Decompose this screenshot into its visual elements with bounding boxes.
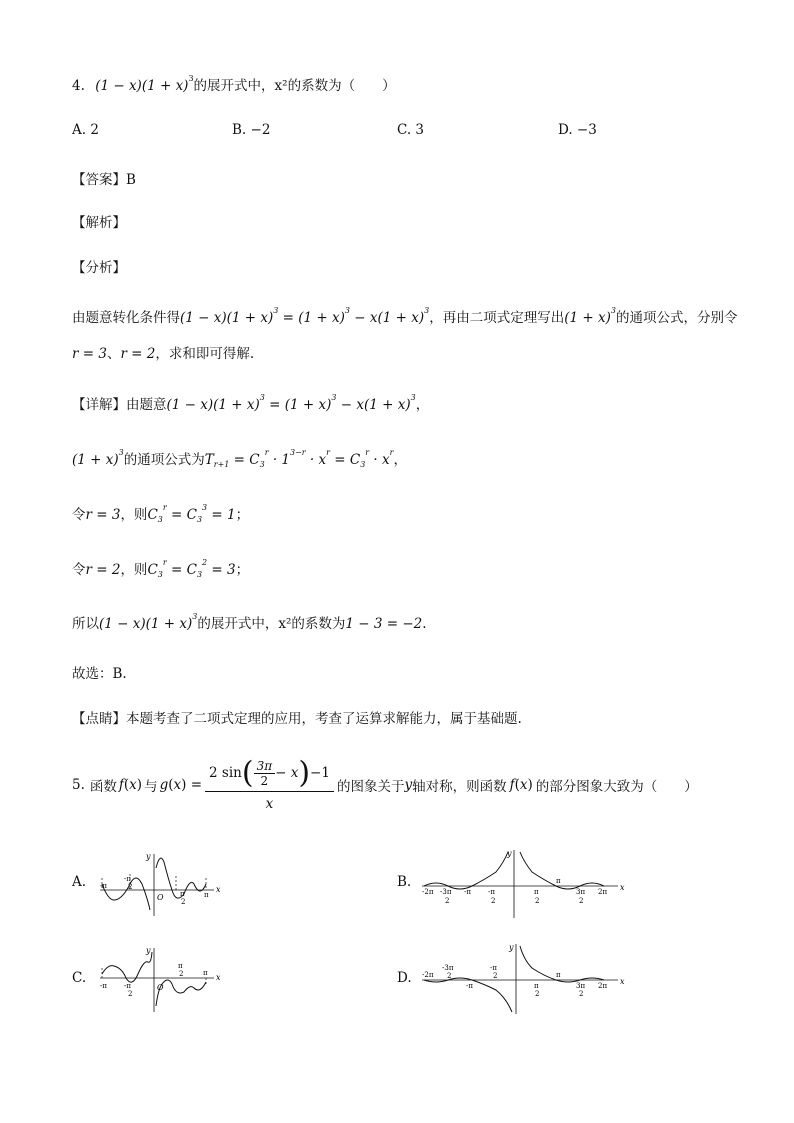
graph-d-curve-right (520, 946, 604, 982)
fenxi-formula-2: $(1 + x)^3$ (564, 306, 616, 326)
graph-b-tick-neg-half-pi: -π (488, 888, 495, 896)
graph-c-tick-den-2: 2 (179, 970, 184, 978)
graph-b-tick-three-half-pi: 3π (576, 888, 586, 896)
detail-text-mid: 的通项公式为 (123, 452, 205, 468)
graph-a-x-label: x (216, 885, 221, 894)
graph-a[interactable] (96, 848, 226, 920)
q5-numerator: 2 sin( $\frac{3\pi}{2}$ − x)−1 (209, 755, 330, 790)
dianjing-text: 本题考查了二项式定理的应用，考查了运算求解能力，属于基础题. (126, 711, 522, 727)
graph-a-tick-half-pi: π (180, 890, 185, 898)
graph-a-y-label: y (146, 852, 151, 861)
detail-text-5: 的展开式中，x²的系数为 (197, 616, 346, 632)
q5-option-d-label[interactable]: D. (397, 970, 412, 986)
fenxi-sep: 、 (106, 346, 121, 362)
detail-ling-2: 令 (72, 562, 86, 578)
graph-a-tick-neg-pi: -π (100, 882, 107, 890)
graph-d-tick-den-4: 2 (579, 990, 584, 998)
answer-line (72, 168, 136, 188)
graph-d-tick-three-half-pi: 3π (576, 982, 586, 990)
fenxi-text-c: 的通项公式，分别令 (615, 310, 738, 326)
detail-line1: 【详解】由题意$(1 - x)(1 + x)^3 = (1 + x)^3 - x(1 + x)^3$， (72, 393, 430, 413)
graph-c-tick-neg-pi: -π (100, 982, 107, 990)
graph-d-tick-two-pi: 2π (598, 982, 608, 990)
fenxi-r3: r = 3 (72, 346, 107, 362)
q5-text-a: 函数 (89, 779, 117, 795)
graph-d-tick-neg-three-half-pi: -3π (442, 964, 454, 972)
q5-text-e: 的部分图象大致为（ ） (535, 779, 698, 795)
detail-end-2: ； (235, 562, 250, 578)
fenxi-line1 (72, 306, 737, 326)
graph-b-x-label: x (620, 883, 625, 892)
detail-intro: 由题意 (126, 397, 167, 413)
detail-ze-1: ，则 (120, 507, 148, 523)
dianjing-tag: 【点睛】 (72, 711, 126, 727)
graph-b-tick-den-2: 2 (491, 897, 496, 905)
detail-ling-1: 令 (72, 507, 86, 523)
q5-option-b-label[interactable]: B. (397, 874, 412, 890)
graph-b-tick-den-4: 2 (579, 897, 584, 905)
graph-d-tick-den-1: 2 (447, 972, 452, 980)
detail-formula-4: $C_3^r = C_3^2 = 3$ (147, 558, 236, 579)
graph-b-y-label: y (507, 849, 512, 858)
q5-main-fraction (205, 755, 334, 812)
fenxi-text-b: ，再由二项式定理写出 (429, 310, 565, 326)
detail-formula-5: $(1 - x)(1 + x)^3$ (99, 612, 198, 632)
detail-result: 1 − 3 = −2 (345, 616, 423, 632)
detail-line3 (72, 503, 249, 523)
answer-value: B (126, 172, 136, 188)
fenxi-line2 (72, 342, 254, 362)
answer-tag: 【答案】 (72, 172, 126, 188)
q4-expr: (1 − x)(1 + x) (95, 78, 189, 94)
q5-fx2: f(x) (509, 777, 533, 793)
q5-text-d: 轴对称，则函数 (412, 779, 507, 795)
detail-formula-2: $T_{r+1} = C_3^r \cdot 1^{3-r} \cdot x^r = C_3^r \cdot x^r$ (204, 448, 394, 469)
graph-b-curve-right (520, 852, 604, 889)
q5-text-b: 与 (144, 779, 158, 795)
graph-b-tick-half-pi: π (534, 888, 539, 896)
graph-d[interactable] (420, 940, 630, 1016)
fenxi-r2: r = 2 (120, 346, 156, 362)
graph-c-tick-neg-half-pi: -π (124, 982, 131, 990)
graph-c-tick-half-pi: π (178, 962, 183, 970)
graph-d-tick-neg-half-pi: -π (490, 964, 497, 972)
analysis-tag: 【解析】 (72, 215, 126, 231)
detail-line5 (72, 612, 427, 632)
q4-exp: 3 (188, 74, 194, 83)
detail-line2: $(1 + x)^3$的通项公式为$T_{r+1} = C_3^r \cdot 1^{3-r} \cdot x^r = C_3^r \cdot x^r$， (72, 448, 407, 469)
detail-suoyi: 所以 (72, 616, 99, 632)
q5-number: 5. (72, 777, 85, 793)
graph-d-tick-den-2: 2 (493, 972, 498, 980)
q5-option-c-label[interactable]: C. (72, 970, 87, 986)
fenxi-text-d: ，求和即可得解. (155, 346, 255, 362)
q4-option-c[interactable]: C. 3 (397, 122, 425, 138)
fenxi-formula-1: $(1 - x)(1 + x)^3 = (1 + x)^3 - x(1 + x)^3$ (180, 306, 430, 326)
graph-a-tick-neg-half-pi: -π (124, 875, 131, 883)
q5-fx: f(x) (118, 777, 143, 793)
q4-number: 4. (72, 78, 85, 94)
graph-c-x-label: x (216, 973, 221, 982)
detail-ze-2: ，则 (120, 562, 148, 578)
graph-d-tick-den-3: 2 (535, 990, 540, 998)
detail-tag: 【详解】 (72, 397, 126, 413)
graph-d-tick-neg-pi: -π (466, 982, 473, 990)
graph-c-y-label: y (146, 946, 151, 955)
graph-b-curve-left (424, 852, 508, 889)
graph-b-tick-den-3: 2 (535, 897, 540, 905)
graph-c-origin: O (157, 983, 164, 992)
graph-d-y-label: y (509, 943, 514, 952)
q4-option-b[interactable]: B. −2 (232, 122, 271, 138)
detail-formula-3: $C_3^r = C_3^3 = 1$ (147, 503, 236, 524)
q5-gx: g(x) = (159, 777, 203, 793)
graph-b-tick-two-pi: 2π (598, 888, 608, 896)
fenxi-text-a: 由题意转化条件得 (72, 310, 180, 326)
graph-a-origin: O (157, 893, 164, 902)
graph-b-tick-neg-two-pi: -2π (422, 888, 434, 896)
detail-end-1: ； (235, 507, 250, 523)
q4-option-d[interactable]: D. −3 (558, 122, 597, 138)
graph-a-tick-pi: π (204, 891, 209, 899)
graph-d-tick-neg-two-pi: -2π (422, 971, 434, 979)
graph-b-tick-neg-three-half-pi: -3π (440, 888, 452, 896)
q5-denominator: x (265, 795, 274, 812)
graph-d-tick-pi: π (556, 971, 561, 979)
graph-b-tick-den-1: 2 (445, 897, 450, 905)
dianjing-line (72, 707, 522, 727)
graph-b[interactable] (420, 846, 630, 920)
q4-line (72, 74, 396, 94)
graph-c-tick-den-1: 2 (128, 990, 133, 998)
detail-line4 (72, 558, 249, 578)
graph-d-x-label: x (620, 977, 625, 986)
detail-r2: r = 2 (85, 562, 121, 578)
fenxi-tag: 【分析】 (72, 260, 126, 276)
q5-line (72, 750, 698, 820)
graph-c[interactable] (96, 944, 226, 1016)
q5-option-a-label[interactable]: A. (72, 874, 87, 890)
detail-base: $(1 + x)^3$ (72, 448, 124, 468)
choose-line: 故选：B. (72, 666, 127, 682)
q5-text-c: 的图象关于 (336, 779, 405, 795)
detail-formula-1: $(1 - x)(1 + x)^3 = (1 + x)^3 - x(1 + x)^3$ (166, 393, 416, 413)
graph-d-tick-half-pi: π (534, 982, 539, 990)
graph-a-tick-den-2: 2 (181, 898, 186, 906)
q4-tail: 的展开式中，x²的系数为（ ） (193, 78, 396, 94)
graph-c-tick-pi: π (203, 969, 208, 977)
graph-b-tick-neg-pi: -π (464, 888, 471, 896)
graph-b-tick-pi: π (556, 877, 561, 885)
q4-option-a[interactable]: A. 2 (72, 122, 99, 138)
detail-r3: r = 3 (85, 507, 121, 523)
graph-a-tick-den-1: 2 (128, 883, 133, 891)
detail-end-5: . (422, 616, 427, 632)
q5-y: y (404, 777, 413, 793)
